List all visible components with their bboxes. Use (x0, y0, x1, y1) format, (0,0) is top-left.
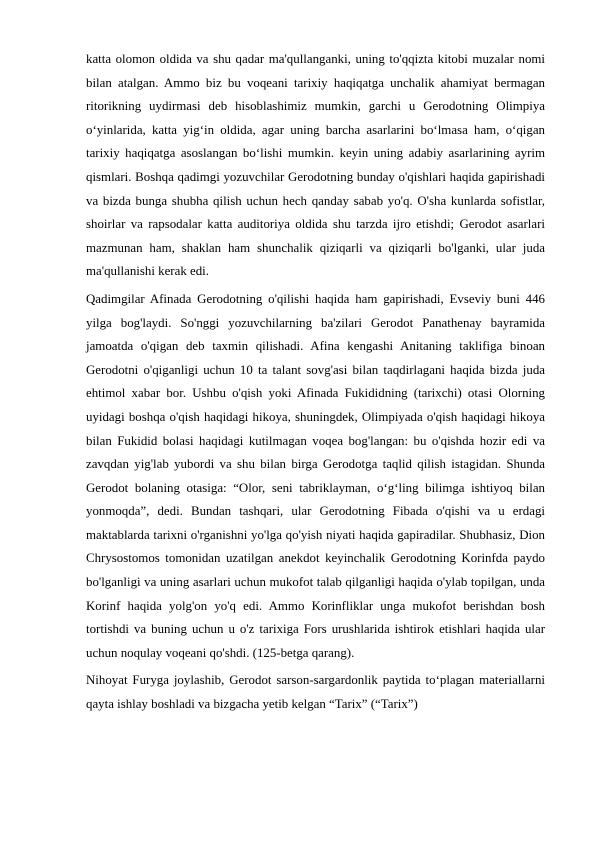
paragraph-3: Nihoyat Furyga joylashib, Gerodot sarson-sargardonlik paytida to‘plagan materiallarni qayta ishlay boshladi va bizgacha yetib kelgan “Tarix” (“Tarix”) (86, 673, 545, 712)
body-text (86, 48, 545, 721)
paragraph-2: Qadimgilar Afinada Gerodotning o'qilishi haqida ham gapirishadi, Evseviy buni 446 yilga bog'laydi. So'nggi yozuvchilarning ba'zilari Gerodot Panathenay bayramida jamoatda o'qigan deb taxmin qilishadi. Afina kengashi Anitaning taklifiga binoan Gerodotni o'qiganligi uchun 10 ta talant sovg'asi bilan taqdirlagani haqida bizda juda ehtimol xabar bor. Ushbu o'qish yoki Afinada Fukididning (tarixchi) otasi Olorning uyidagi boshqa o'qish haqidagi hikoya, shuningdek, Olimpiyada o'qish haqidagi hikoya bilan Fukidid bolasi haqidagi kutilmagan voqea bog'langan: bu o'qishda hozir edi va zavqdan yig'lab yubordi va shu bilan birga Gerodotga taqlid qilish istagidan. Shunda Gerodot bolaning otasiga: “Olor, seni tabriklayman, o‘g‘ling bilimga ishtiyoq bilan yonmoqda”, dedi. Bundan tashqari, ular Gerodotning Fibada o'qishi va u erdagi maktablarda tarixni o'rganishni yo'lga qo'yish niyati haqida gapiradilar. Shubhasiz, Dion Chrysostomos tomonidan uzatilgan anekdot keyinchalik Gerodotning Korinfda paydo bo'lganligi va uning asarlari uchun mukofot talab qilganligi haqida o'ylab topilgan, unda Korinf haqida yolg'on yo'q edi. Ammo Korinfliklar unga mukofot berishdan bosh tortishdi va buning uchun u o'z tarixiga Fors urushlarida ishtirok etishlari haqida ular uchun noqulay voqeani qo'shdi. (125-betga qarang). (86, 291, 545, 660)
paragraph-1: katta olomon oldida va shu qadar ma'qullanganki, uning to'qqizta kitobi muzalar nomi bilan atalgan. Ammo biz bu voqeani tarixiy haqiqatga unchalik ahamiyat bermagan ritorikning uydirmasi deb hisoblashimiz mumkin, garchi u Gerodotning Olimpiya o‘yinlarida, katta yig‘in oldida, agar uning barcha asarlarini bo‘lmasa ham, o‘qigan tarixiy haqiqatga asoslangan bo‘lishi mumkin. keyin uning adabiy asarlarining ayrim qismlari. Boshqa qadimgi yozuvchilar Gerodotning bunday o'qishlari haqida gapirishadi va bizda bunga shubha qilish uchun hech qanday sabab yo'q. O'sha kunlarda sofistlar, shoirlar va rapsodalar katta auditoriya oldida shu tarzda ijro etishdi; Gerodot asarlari mazmunan ham, shaklan ham shunchalik qiziqarli va qiziqarli bo'lganki, ular juda ma'qullanishi kerak edi. (86, 52, 545, 279)
